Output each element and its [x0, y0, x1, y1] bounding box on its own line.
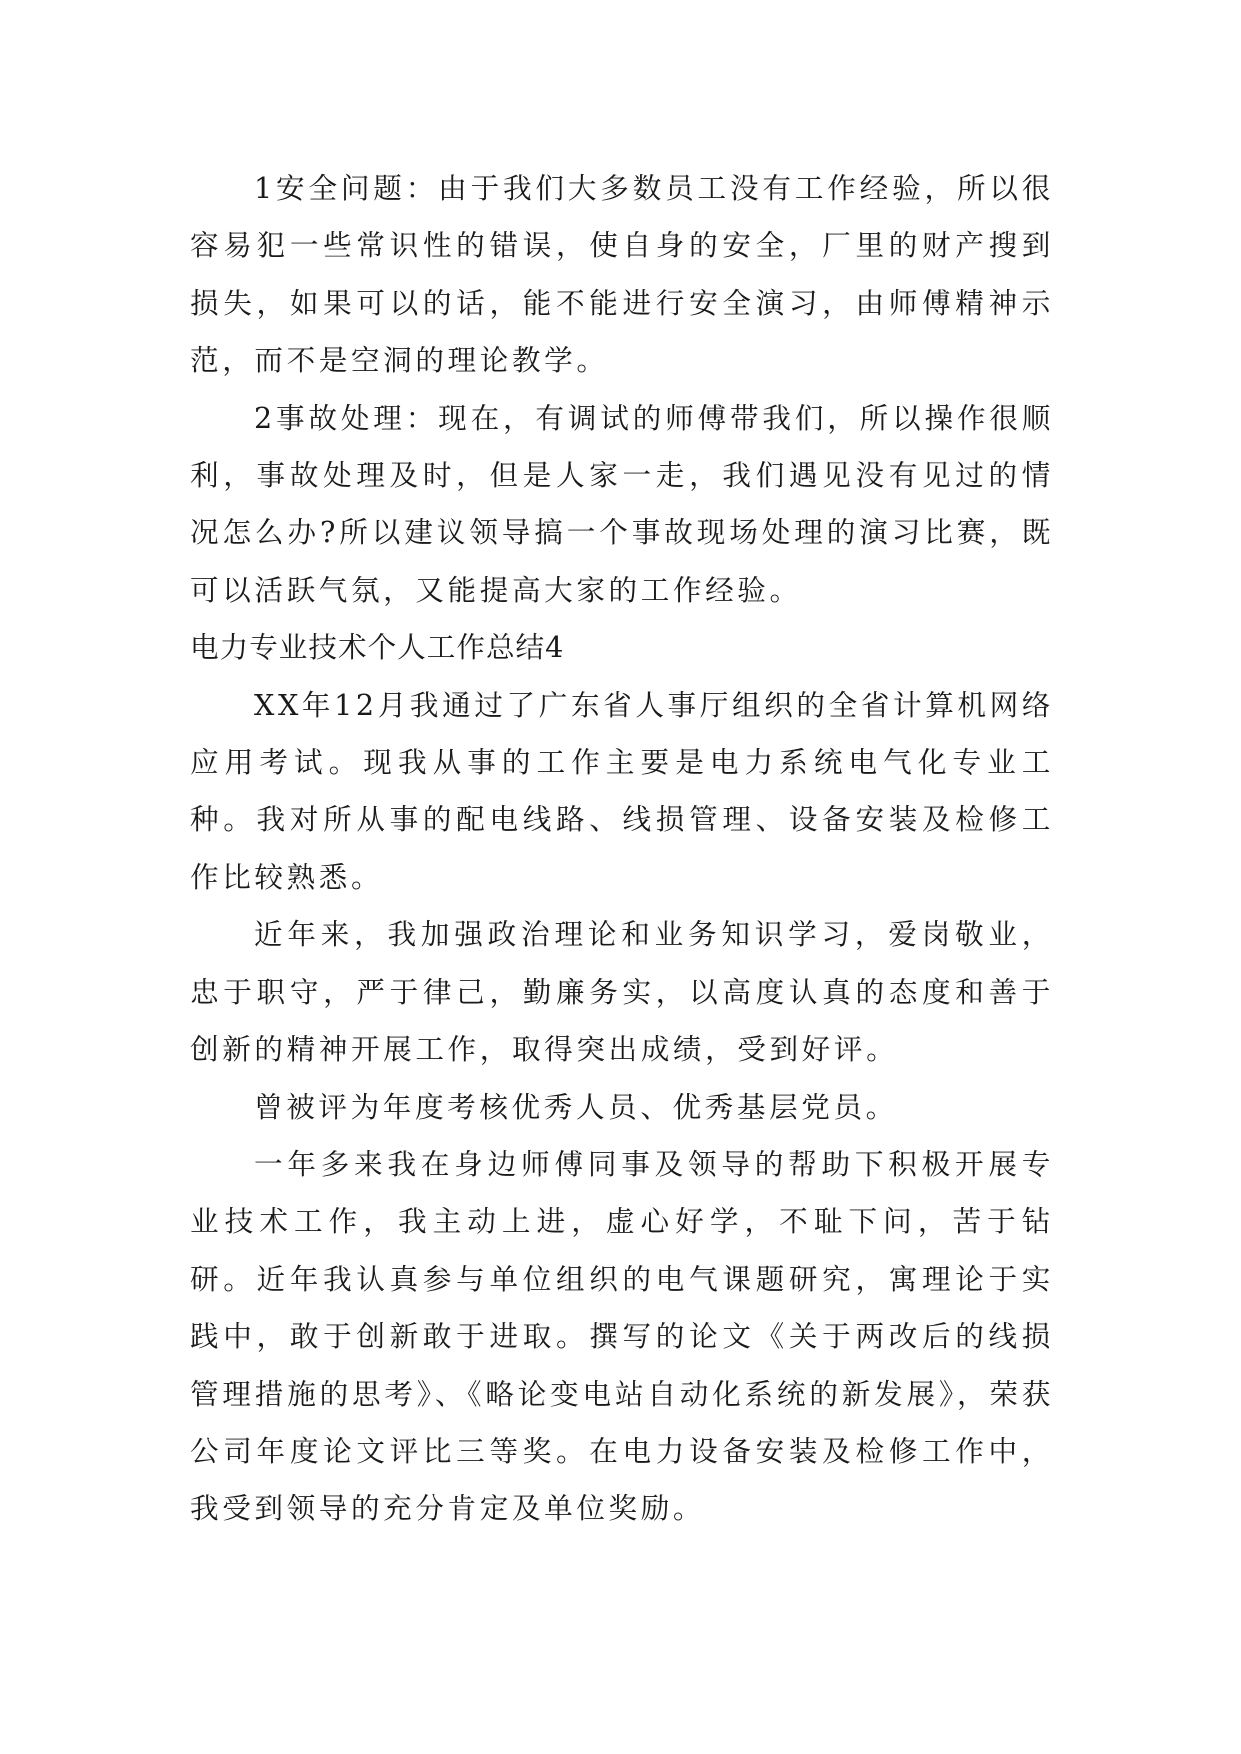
section-title: 电力专业技术个人工作总结4 [190, 630, 565, 665]
paragraph-accident-handling: 2事故处理：现在，有调试的师傅带我们，所以操作很顺利，事故处理及时，但是人家一走，我们遇见没有见过的情况怎么办?所以建议领导搞一个事故现场处理的演习比赛，既可以活跃气氛，又能提高大家的工作经验。 [190, 400, 1054, 607]
paragraph-recent-years: 近年来，我加强政治理论和业务知识学习，爱岗敬业，忠于职守，严于律己，勤廉务实，以高度认真的态度和善于创新的精神开展工作，取得突出成绩，受到好评。 [190, 917, 1054, 1067]
paragraph-exam: XX年12月我通过了广东省人事厅组织的全省计算机网络应用考试。现我从事的工作主要是电力系统电气化专业工种。我对所从事的配电线路、线损管理、设备安装及检修工作比较熟悉。 [190, 687, 1054, 894]
document-body [190, 160, 1054, 1538]
paragraph-technical-work: 一年多来我在身边师傅同事及领导的帮助下积极开展专业技术工作，我主动上进，虚心好学，不耻下问，苦于钻研。近年我认真参与单位组织的电气课题研究，寓理论于实践中，敢于创新敢于进取。撰写的论文《关于两改后的线损管理措施的思考》、《略论变电站自动化系统的新发展》，荣获公司年度论文评比三等奖。在电力设备安装及检修工作中，我受到领导的充分肯定及单位奖励。 [190, 1146, 1054, 1526]
paragraph-safety-issue: 1安全问题：由于我们大多数员工没有工作经验，所以很容易犯一些常识性的错误，使自身的安全，厂里的财产搜到损失，如果可以的话，能不能进行安全演习，由师傅精神示范，而不是空洞的理论教学。 [190, 171, 1054, 378]
paragraph-awards: 曾被评为年度考核优秀人员、优秀基层党员。 [254, 1089, 898, 1124]
